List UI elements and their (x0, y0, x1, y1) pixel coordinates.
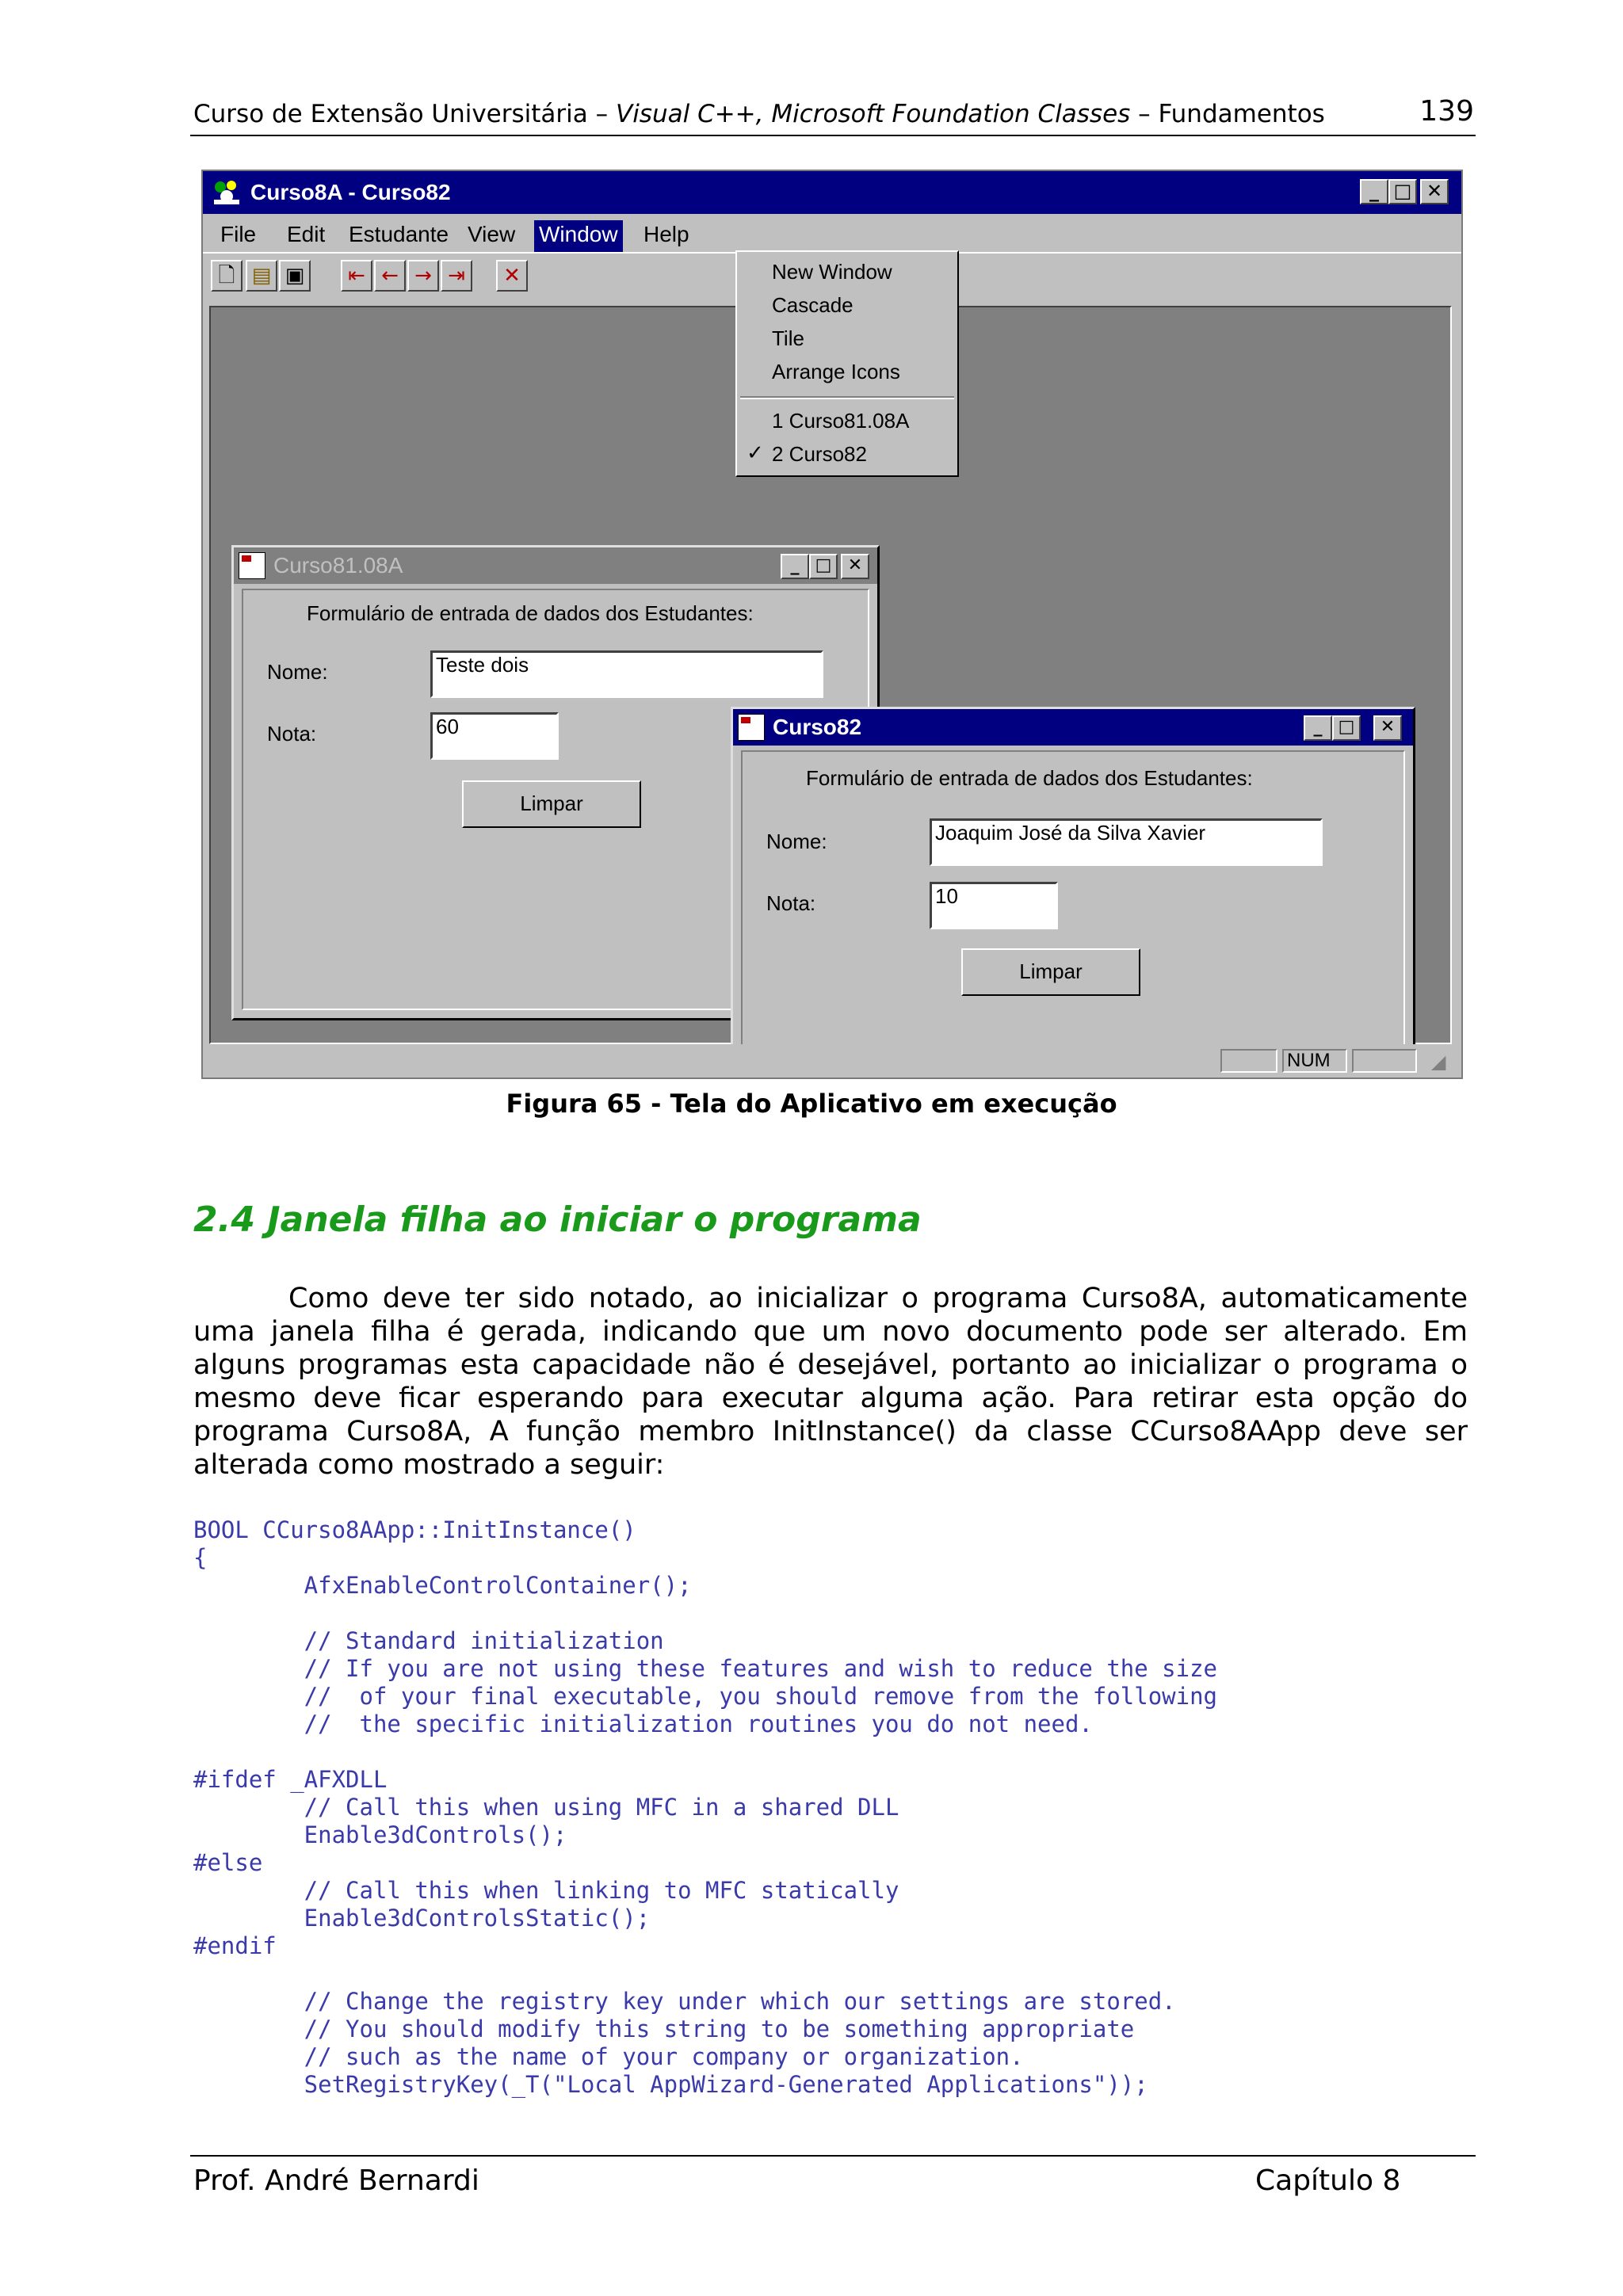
nome-field[interactable]: Joaquim José da Silva Xavier (930, 818, 1323, 866)
header-rule (190, 135, 1476, 136)
close-icon[interactable]: ✕ (841, 554, 869, 579)
figure-caption: Figura 65 - Tela do Aplicativo em execução (506, 1089, 1117, 1119)
section-title: 2.4 Janela filha ao iniciar o programa (193, 1199, 922, 1240)
form-heading: Formulário de entrada de dados dos Estudantes: (307, 601, 754, 625)
child-title: Curso82 (773, 715, 862, 739)
menu-view[interactable]: View (468, 222, 516, 246)
menu-file[interactable]: File (220, 222, 257, 246)
nome-field[interactable]: Teste dois (430, 650, 823, 698)
minimize-icon[interactable]: _ (781, 554, 809, 579)
menu-help[interactable]: Help (643, 222, 689, 246)
paragraph-text: Como deve ter sido notado, ao inicializar o programa Curso8A, automaticamente uma janela filha é gerada, indicando que um novo documento pode ser alterado. Em alguns programas esta capacidade não é desejável, portanto ao inicializar o programa o mesmo deve ficar esperando para executar alguma ação. Para retirar esta opção do programa Curso8A, A função membro InitInstance() da classe CCurso8AApp deve ser alterada como mostrado a seguir: (193, 1283, 1468, 1481)
menu-item-cascade[interactable]: Cascade (772, 293, 854, 317)
status-panel-caps (1220, 1049, 1277, 1073)
nota-label: Nota: (267, 722, 317, 746)
close-icon[interactable]: ✕ (1373, 715, 1402, 741)
status-bar (203, 1044, 1461, 1077)
nota-field[interactable]: 10 (930, 882, 1058, 929)
app-screenshot (201, 170, 1463, 1079)
footer-author: Prof. André Bernardi (193, 2164, 479, 2197)
status-panel-num: NUM (1282, 1049, 1347, 1073)
app-title: Curso8A - Curso82 (250, 180, 451, 204)
menu-estudante[interactable]: Estudante (349, 222, 449, 246)
delete-icon[interactable]: ✕ (496, 260, 528, 292)
maximize-icon[interactable]: □ (1332, 715, 1361, 741)
menu-item-tile[interactable]: Tile (772, 326, 804, 350)
new-file-icon[interactable]: 🗋 (211, 260, 242, 292)
open-folder-icon[interactable]: ▤ (246, 260, 277, 292)
save-icon[interactable]: ▣ (279, 260, 311, 292)
child-title: Curso81.08A (273, 553, 403, 578)
footer-chapter: Capítulo 8 (1255, 2164, 1401, 2197)
page-number: 139 (1419, 95, 1474, 128)
minimize-icon[interactable]: _ (1360, 179, 1388, 204)
nota-label: Nota: (766, 891, 816, 915)
form-heading: Formulário de entrada de dados dos Estudantes: (806, 766, 1253, 790)
menu-window[interactable]: Window (534, 220, 623, 252)
menu-item-new-window[interactable]: New Window (772, 260, 892, 284)
app-icon (212, 179, 241, 206)
maximize-icon[interactable]: □ (809, 554, 838, 579)
menu-item-arrange-icons[interactable]: Arrange Icons (772, 360, 900, 383)
check-icon: ✓ (747, 441, 764, 464)
status-panel-scrl (1352, 1049, 1417, 1073)
body-paragraph (193, 1282, 1468, 1482)
last-record-icon[interactable]: ⇥ (441, 260, 472, 292)
limpar-button[interactable]: Limpar (961, 948, 1140, 996)
resize-grip-icon[interactable]: ◢ (1431, 1051, 1446, 1073)
running-header (193, 95, 1474, 136)
menu-separator (740, 396, 954, 399)
footer-rule (190, 2155, 1476, 2157)
menu-item-doc-1[interactable]: 1 Curso81.08A (772, 409, 910, 433)
nota-field[interactable]: 60 (430, 712, 559, 760)
app-titlebar (203, 171, 1461, 214)
menu-edit[interactable]: Edit (287, 222, 326, 246)
header-text-end: – Fundamentos (1130, 100, 1325, 128)
minimize-icon[interactable]: _ (1304, 715, 1332, 741)
child-titlebar (234, 547, 877, 584)
header-text: Curso de Extensão Universitária – (193, 100, 616, 128)
previous-record-icon[interactable]: ← (374, 260, 406, 292)
document-icon (738, 714, 765, 741)
child-titlebar (733, 709, 1413, 746)
nome-label: Nome: (766, 830, 827, 853)
header-italic-text: Visual C++, Microsoft Foundation Classes (615, 100, 1131, 128)
close-icon[interactable]: ✕ (1420, 179, 1449, 204)
limpar-button[interactable]: Limpar (462, 780, 641, 828)
first-record-icon[interactable]: ⇤ (341, 260, 372, 292)
form-area (741, 750, 1405, 1079)
maximize-icon[interactable]: □ (1388, 179, 1417, 204)
document-icon (239, 552, 265, 579)
menu-item-doc-2[interactable]: 2 Curso82 (772, 442, 867, 466)
next-record-icon[interactable]: → (407, 260, 439, 292)
window-menu-dropdown (735, 250, 959, 477)
child-window-curso82 (731, 707, 1415, 1079)
nome-label: Nome: (267, 660, 328, 684)
code-block: BOOL CCurso8AApp::InitInstance() { AfxEnableControlContainer(); // Standard initialization // If you are not using these features and wish to reduce the size // of your final executable, you should remove from the following // the specific initialization routines you do not need. #ifdef _AFXDLL // Call this when using MFC in a shared DLL Enable3dControls(); #else // Call this when linking to MFC statically Enable3dControlsStatic(); #endif // Change the registry key under which our settings are stored. // You should modify this string to be something appropriate // such as the name of your company or organization. SetRegistryKey(_T("Local AppWizard-Generated Applications")); (193, 1516, 1218, 2098)
menu-bar (203, 214, 1461, 252)
